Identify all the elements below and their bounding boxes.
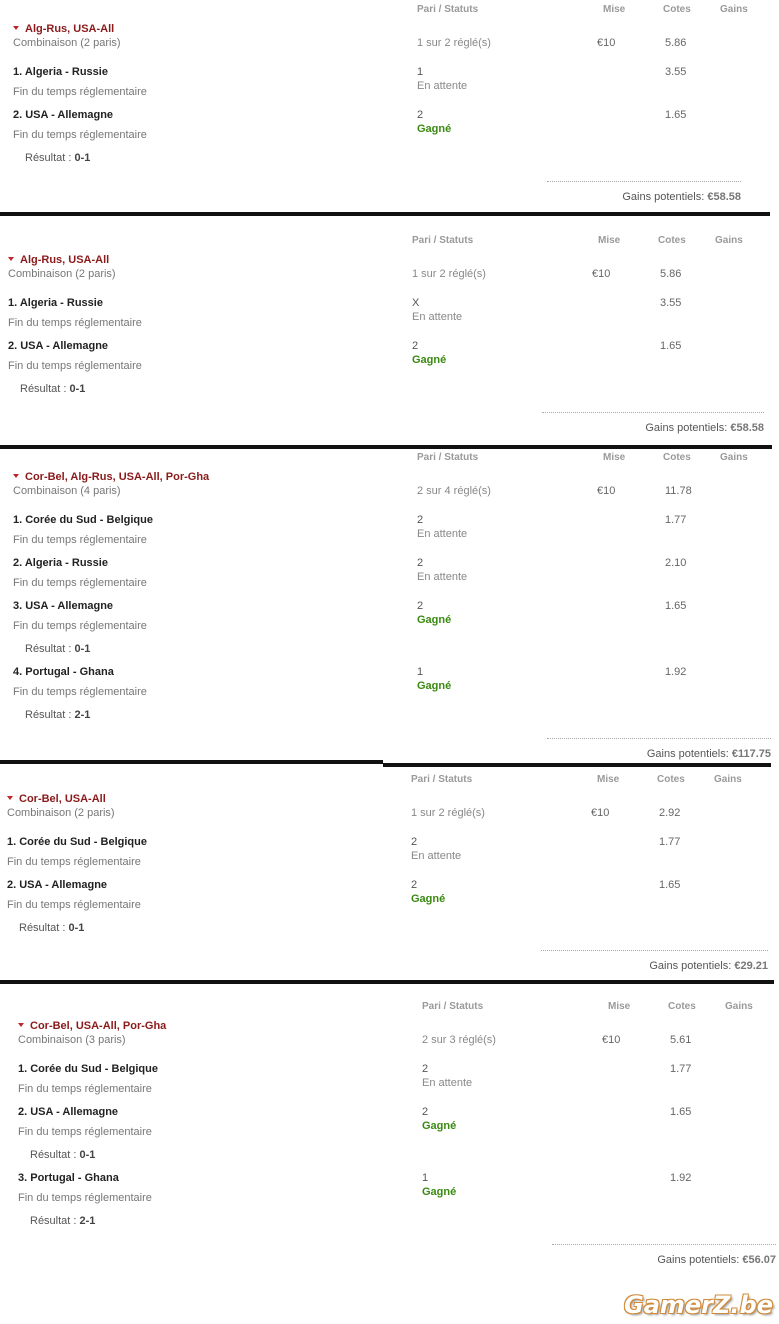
- potential-winnings: [647, 748, 771, 760]
- selection-match: 2. USA - Allemagne: [13, 109, 114, 121]
- potential-winnings: [622, 191, 741, 203]
- selection-pick: 1: [422, 1172, 429, 1184]
- potential-winnings: [657, 1254, 776, 1266]
- selection-match: 1. Corée du Sud - Belgique: [7, 836, 147, 848]
- selection-match: 2. USA - Allemagne: [7, 879, 108, 891]
- selection-status: Gagné: [417, 123, 452, 135]
- selection-result: [25, 152, 90, 164]
- bet-slip: [0, 448, 779, 764]
- selection-match: 4. Portugal - Ghana: [13, 666, 114, 678]
- selection-status: En attente: [417, 571, 468, 583]
- caret-down-icon: [13, 26, 19, 30]
- caret-down-icon: [18, 1023, 24, 1027]
- result-score: 0-1: [69, 383, 86, 395]
- header-mise: Mise: [597, 774, 620, 785]
- selection-status: Gagné: [411, 893, 446, 905]
- potential-winnings-label: Gains potentiels:: [649, 960, 732, 972]
- dotted-divider: [541, 950, 768, 951]
- potential-winnings-label: Gains potentiels:: [657, 1254, 740, 1266]
- slip-stake: €10: [592, 268, 611, 280]
- slip-stake: €10: [597, 485, 616, 497]
- selection-status: Gagné: [417, 680, 452, 692]
- watermark-logo: GamerZ.be: [624, 1291, 773, 1319]
- selection-pick: 2: [412, 340, 419, 352]
- selection-odds: 3.55: [665, 66, 687, 78]
- header-gains: Gains: [720, 452, 748, 463]
- selection-market: Fin du temps réglementaire: [8, 317, 142, 329]
- potential-winnings-label: Gains potentiels:: [645, 422, 728, 434]
- potential-winnings: [645, 422, 764, 434]
- selection-market: Fin du temps réglementaire: [8, 360, 142, 372]
- selection-match: 1. Corée du Sud - Belgique: [13, 514, 153, 526]
- header-mise: Mise: [603, 452, 626, 463]
- selection-result: [25, 643, 90, 655]
- selection-match: 3. USA - Allemagne: [13, 600, 114, 612]
- header-mise: Mise: [608, 1001, 631, 1012]
- slip-settled-status: 1 sur 2 réglé(s): [412, 268, 486, 280]
- selection-status: Gagné: [412, 354, 447, 366]
- slip-stake: €10: [597, 37, 616, 49]
- selection-result: [20, 383, 85, 395]
- potential-winnings-value: €29.21: [734, 960, 768, 972]
- bet-slip: [0, 997, 779, 1270]
- potential-winnings-value: €58.58: [730, 422, 764, 434]
- selection-status: En attente: [422, 1077, 473, 1089]
- selection-match: 1. Corée du Sud - Belgique: [18, 1063, 158, 1075]
- bet-slip: [0, 770, 779, 976]
- selection-match: 3. Portugal - Ghana: [18, 1172, 119, 1184]
- slip-settled-status: 1 sur 2 réglé(s): [417, 37, 491, 49]
- selection-pick: 2: [417, 514, 424, 526]
- selection-odds: 3.55: [660, 297, 682, 309]
- potential-winnings: [649, 960, 768, 972]
- slip-subtitle: Combinaison (4 paris): [13, 485, 121, 497]
- selection-result: [19, 922, 84, 934]
- selection-match: 2. USA - Allemagne: [8, 340, 109, 352]
- selection-pick: 2: [411, 836, 418, 848]
- selection-odds: 1.77: [665, 514, 687, 526]
- slip-subtitle: Combinaison (2 paris): [7, 807, 115, 819]
- selection-pick: 2: [411, 879, 418, 891]
- selection-odds: 1.65: [659, 879, 681, 891]
- result-label: Résultat :: [25, 643, 72, 655]
- selection-pick: 1: [417, 666, 424, 678]
- slip-settled-status: 2 sur 3 réglé(s): [422, 1034, 496, 1046]
- selection-status: En attente: [417, 80, 468, 92]
- slip-subtitle: Combinaison (3 paris): [18, 1034, 126, 1046]
- result-score: 2-1: [74, 709, 91, 721]
- slip-title: Alg-Rus, USA-All: [20, 254, 110, 266]
- header-cotes: Cotes: [657, 774, 685, 785]
- selection-status: Gagné: [422, 1186, 457, 1198]
- slip-settled-status: 2 sur 4 réglé(s): [417, 485, 491, 497]
- caret-down-icon: [7, 796, 13, 800]
- slip-title-toggle[interactable]: [7, 793, 106, 805]
- slip-separator: [0, 760, 383, 764]
- selection-result: [30, 1149, 95, 1161]
- slip-subtitle: Combinaison (2 paris): [8, 268, 116, 280]
- bet-slip: [0, 231, 779, 438]
- result-label: Résultat :: [30, 1215, 77, 1227]
- result-label: Résultat :: [19, 922, 66, 934]
- potential-winnings-label: Gains potentiels:: [646, 748, 729, 760]
- selection-market: Fin du temps réglementaire: [13, 686, 147, 698]
- header-pari-statuts: Pari / Statuts: [411, 774, 473, 785]
- selection-result: [25, 709, 90, 721]
- selection-market: Fin du temps réglementaire: [13, 577, 147, 589]
- potential-winnings-value: €58.58: [707, 191, 741, 203]
- header-gains: Gains: [725, 1001, 753, 1012]
- bet-slip: [0, 0, 779, 207]
- selection-odds: 1.92: [670, 1172, 692, 1184]
- selection-status: En attente: [412, 311, 463, 323]
- selection-market: Fin du temps réglementaire: [7, 856, 141, 868]
- header-gains: Gains: [715, 235, 743, 246]
- header-cotes: Cotes: [663, 4, 691, 15]
- selection-market: Fin du temps réglementaire: [7, 899, 141, 911]
- result-label: Résultat :: [25, 152, 72, 164]
- selection-status: En attente: [417, 528, 468, 540]
- selection-market: Fin du temps réglementaire: [13, 86, 147, 98]
- selection-status: Gagné: [422, 1120, 457, 1132]
- slip-stake: €10: [602, 1034, 621, 1046]
- selection-status: En attente: [411, 850, 462, 862]
- selection-market: Fin du temps réglementaire: [18, 1126, 152, 1138]
- caret-down-icon: [13, 474, 19, 478]
- slip-title-toggle[interactable]: [13, 471, 209, 483]
- selection-status: Gagné: [417, 614, 452, 626]
- dotted-divider: [552, 1244, 776, 1245]
- result-label: Résultat :: [30, 1149, 77, 1161]
- slip-total-odds: 5.86: [660, 268, 682, 280]
- slip-title: Alg-Rus, USA-All: [25, 23, 115, 35]
- selection-market: Fin du temps réglementaire: [13, 620, 147, 632]
- potential-winnings-value: €56.07: [742, 1254, 776, 1266]
- slip-total-odds: 11.78: [665, 485, 692, 497]
- selection-odds: 1.65: [660, 340, 682, 352]
- header-gains: Gains: [720, 4, 748, 15]
- header-gains: Gains: [714, 774, 742, 785]
- selection-odds: 2.10: [665, 557, 687, 569]
- header-pari-statuts: Pari / Statuts: [417, 4, 479, 15]
- selection-odds: 1.65: [665, 600, 687, 612]
- header-pari-statuts: Pari / Statuts: [417, 452, 479, 463]
- slip-title-toggle[interactable]: [13, 23, 114, 35]
- selection-odds: 1.77: [670, 1063, 692, 1075]
- header-mise: Mise: [603, 4, 626, 15]
- header-pari-statuts: Pari / Statuts: [412, 235, 474, 246]
- selection-pick: 1: [417, 66, 424, 78]
- selection-odds: 1.77: [659, 836, 681, 848]
- selection-market: Fin du temps réglementaire: [13, 129, 147, 141]
- header-mise: Mise: [598, 235, 621, 246]
- slip-separator: [0, 445, 772, 449]
- selection-match: 1. Algeria - Russie: [8, 297, 103, 309]
- selection-match: 2. Algeria - Russie: [13, 557, 108, 569]
- dotted-divider: [547, 181, 741, 182]
- selection-market: Fin du temps réglementaire: [18, 1192, 152, 1204]
- result-score: 0-1: [74, 152, 91, 164]
- slip-subtitle: Combinaison (2 paris): [13, 37, 121, 49]
- selection-pick: 2: [417, 557, 424, 569]
- potential-winnings-label: Gains potentiels:: [622, 191, 705, 203]
- slip-separator: [383, 763, 771, 767]
- slip-title: Cor-Bel, USA-All, Por-Gha: [30, 1020, 167, 1032]
- slip-title-toggle[interactable]: [8, 254, 109, 266]
- selection-odds: 1.92: [665, 666, 687, 678]
- selection-odds: 1.65: [670, 1106, 692, 1118]
- result-score: 0-1: [74, 643, 91, 655]
- selection-match: 1. Algeria - Russie: [13, 66, 108, 78]
- result-label: Résultat :: [20, 383, 67, 395]
- result-score: 2-1: [79, 1215, 96, 1227]
- header-cotes: Cotes: [658, 235, 686, 246]
- potential-winnings-value: €117.75: [731, 748, 771, 760]
- selection-pick: 2: [422, 1106, 429, 1118]
- result-score: 0-1: [79, 1149, 96, 1161]
- result-label: Résultat :: [25, 709, 72, 721]
- selection-match: 2. USA - Allemagne: [18, 1106, 119, 1118]
- selection-pick: X: [412, 297, 420, 309]
- slip-total-odds: 2.92: [659, 807, 681, 819]
- dotted-divider: [547, 738, 771, 739]
- caret-down-icon: [8, 257, 14, 261]
- selection-odds: 1.65: [665, 109, 687, 121]
- dotted-divider: [542, 412, 764, 413]
- selection-pick: 2: [417, 600, 424, 612]
- header-cotes: Cotes: [668, 1001, 696, 1012]
- header-pari-statuts: Pari / Statuts: [422, 1001, 484, 1012]
- slip-separator: [0, 212, 770, 216]
- selection-market: Fin du temps réglementaire: [13, 534, 147, 546]
- selection-market: Fin du temps réglementaire: [18, 1083, 152, 1095]
- selection-result: [30, 1215, 95, 1227]
- slip-title-toggle[interactable]: [18, 1020, 166, 1032]
- slip-settled-status: 1 sur 2 réglé(s): [411, 807, 485, 819]
- slip-title: Cor-Bel, Alg-Rus, USA-All, Por-Gha: [25, 471, 210, 483]
- slip-total-odds: 5.61: [670, 1034, 692, 1046]
- result-score: 0-1: [68, 922, 85, 934]
- slip-title: Cor-Bel, USA-All: [19, 793, 106, 805]
- slip-separator: [0, 980, 774, 984]
- slip-total-odds: 5.86: [665, 37, 687, 49]
- selection-pick: 2: [417, 109, 424, 121]
- header-cotes: Cotes: [663, 452, 691, 463]
- slip-stake: €10: [591, 807, 610, 819]
- selection-pick: 2: [422, 1063, 429, 1075]
